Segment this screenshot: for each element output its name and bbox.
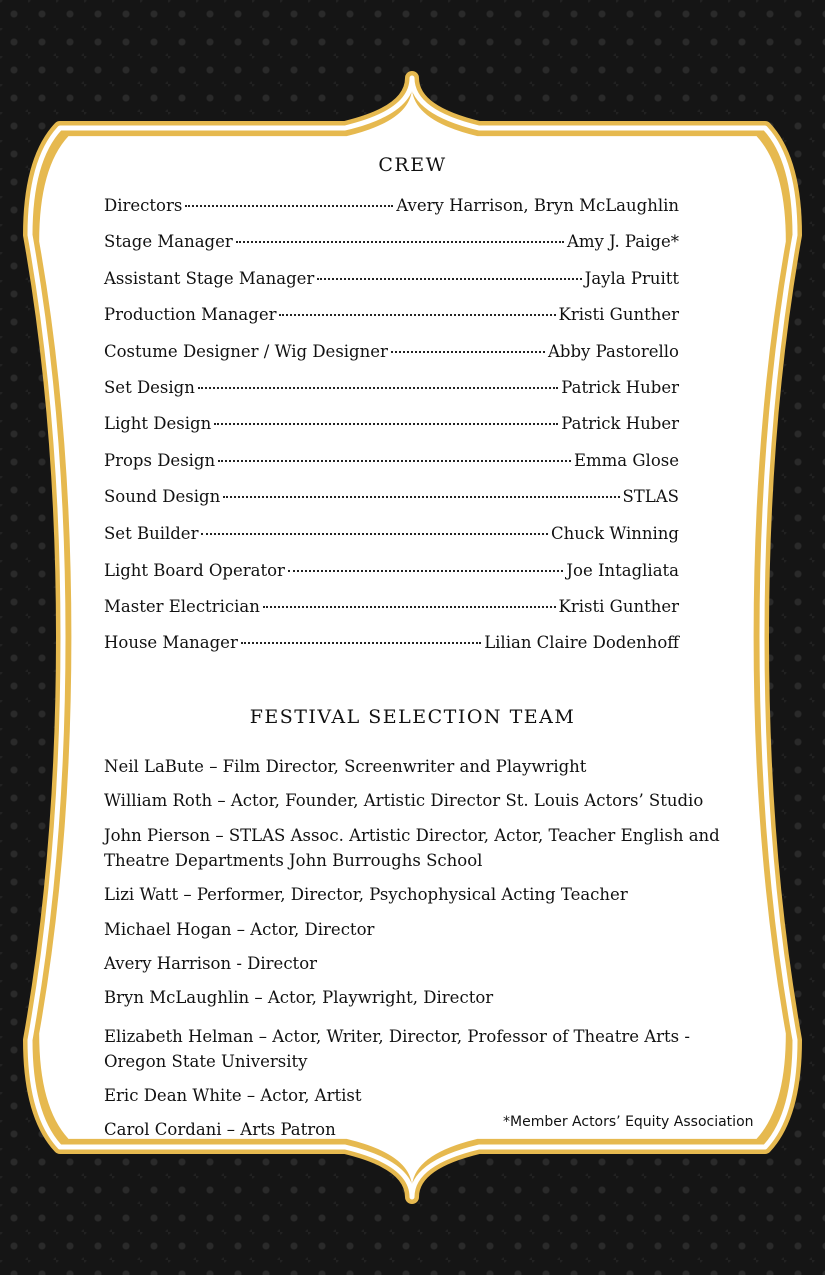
leader-dots <box>185 204 393 207</box>
team-member: Carol Cordani – Arts Patron <box>104 1120 336 1139</box>
crew-row <box>104 633 679 657</box>
team-member: Bryn McLaughlin – Actor, Playwright, Director <box>104 988 494 1007</box>
crew-role: Set Design <box>104 378 195 397</box>
crew-name: STLAS <box>622 487 679 506</box>
crew-row <box>104 305 679 329</box>
crew-row <box>104 414 679 438</box>
equity-footnote: *Member Actors’ Equity Association <box>503 1114 754 1130</box>
crew-row <box>104 561 679 585</box>
crew-row <box>104 378 679 402</box>
crew-name: Lilian Claire Dodenhoff <box>484 633 679 652</box>
leader-dots <box>263 605 556 608</box>
crew-row <box>104 487 679 511</box>
crew-name: Kristi Gunther <box>558 597 679 616</box>
crew-role: Props Design <box>104 451 216 470</box>
crew-row <box>104 196 679 220</box>
crew-row <box>104 269 679 293</box>
team-heading: FESTIVAL SELECTION TEAM <box>249 706 576 728</box>
crew-name: Jayla Pruitt <box>584 269 679 288</box>
team-member: John Pierson – STLAS Assoc. Artistic Director, Actor, Teacher English and Theatre Departments John Burroughs School <box>104 826 720 870</box>
crew-role: Stage Manager <box>104 232 233 251</box>
crew-row <box>104 342 679 366</box>
crew-role: Set Builder <box>104 524 199 543</box>
leader-dots <box>201 532 548 535</box>
leader-dots <box>218 459 571 462</box>
team-member: Avery Harrison - Director <box>104 954 318 973</box>
team-member: Elizabeth Helman – Actor, Writer, Director, Professor of Theatre Arts -Oregon State University <box>104 1027 690 1071</box>
crew-row <box>104 524 679 548</box>
crew-name: Chuck Winning <box>550 524 679 543</box>
leader-dots <box>241 641 481 644</box>
crew-name: Kristi Gunther <box>558 305 679 324</box>
leader-dots <box>236 240 564 243</box>
crew-name: Patrick Huber <box>561 414 679 433</box>
team-member: Eric Dean White – Actor, Artist <box>104 1086 362 1105</box>
leader-dots <box>198 386 558 389</box>
leader-dots <box>317 277 581 280</box>
leader-dots <box>391 350 545 353</box>
team-member: William Roth – Actor, Founder, Artistic Director St. Louis Actors’ Studio <box>104 791 704 810</box>
crew-role: Assistant Stage Manager <box>104 269 315 288</box>
crew-role: Directors <box>104 196 183 215</box>
crew-row <box>104 232 679 256</box>
crew-role: Master Electrician <box>104 597 260 616</box>
crew-role: House Manager <box>104 633 238 652</box>
crew-role: Costume Designer / Wig Designer <box>104 342 388 361</box>
crew-heading: CREW <box>378 154 447 176</box>
team-member: Michael Hogan – Actor, Director <box>104 920 375 939</box>
leader-dots <box>214 422 558 425</box>
crew-name: Patrick Huber <box>561 378 679 397</box>
leader-dots <box>223 495 619 498</box>
crew-name: Abby Pastorello <box>548 342 679 361</box>
crew-role: Sound Design <box>104 487 221 506</box>
crew-role: Light Design <box>104 414 212 433</box>
team-member: Neil LaBute – Film Director, Screenwriter and Playwright <box>104 757 587 776</box>
crew-row <box>104 597 679 621</box>
crew-name: Amy J. Paige* <box>566 232 679 251</box>
team-member: Lizi Watt – Performer, Director, Psychophysical Acting Teacher <box>104 885 628 904</box>
crew-row <box>104 451 679 475</box>
crew-role: Production Manager <box>104 305 277 324</box>
crew-name: Joe Intagliata <box>566 561 679 580</box>
leader-dots <box>288 569 563 572</box>
crew-name: Emma Glose <box>573 451 679 470</box>
crew-role: Light Board Operator <box>104 561 285 580</box>
leader-dots <box>279 313 555 316</box>
crew-name: Avery Harrison, Bryn McLaughlin <box>396 196 679 215</box>
